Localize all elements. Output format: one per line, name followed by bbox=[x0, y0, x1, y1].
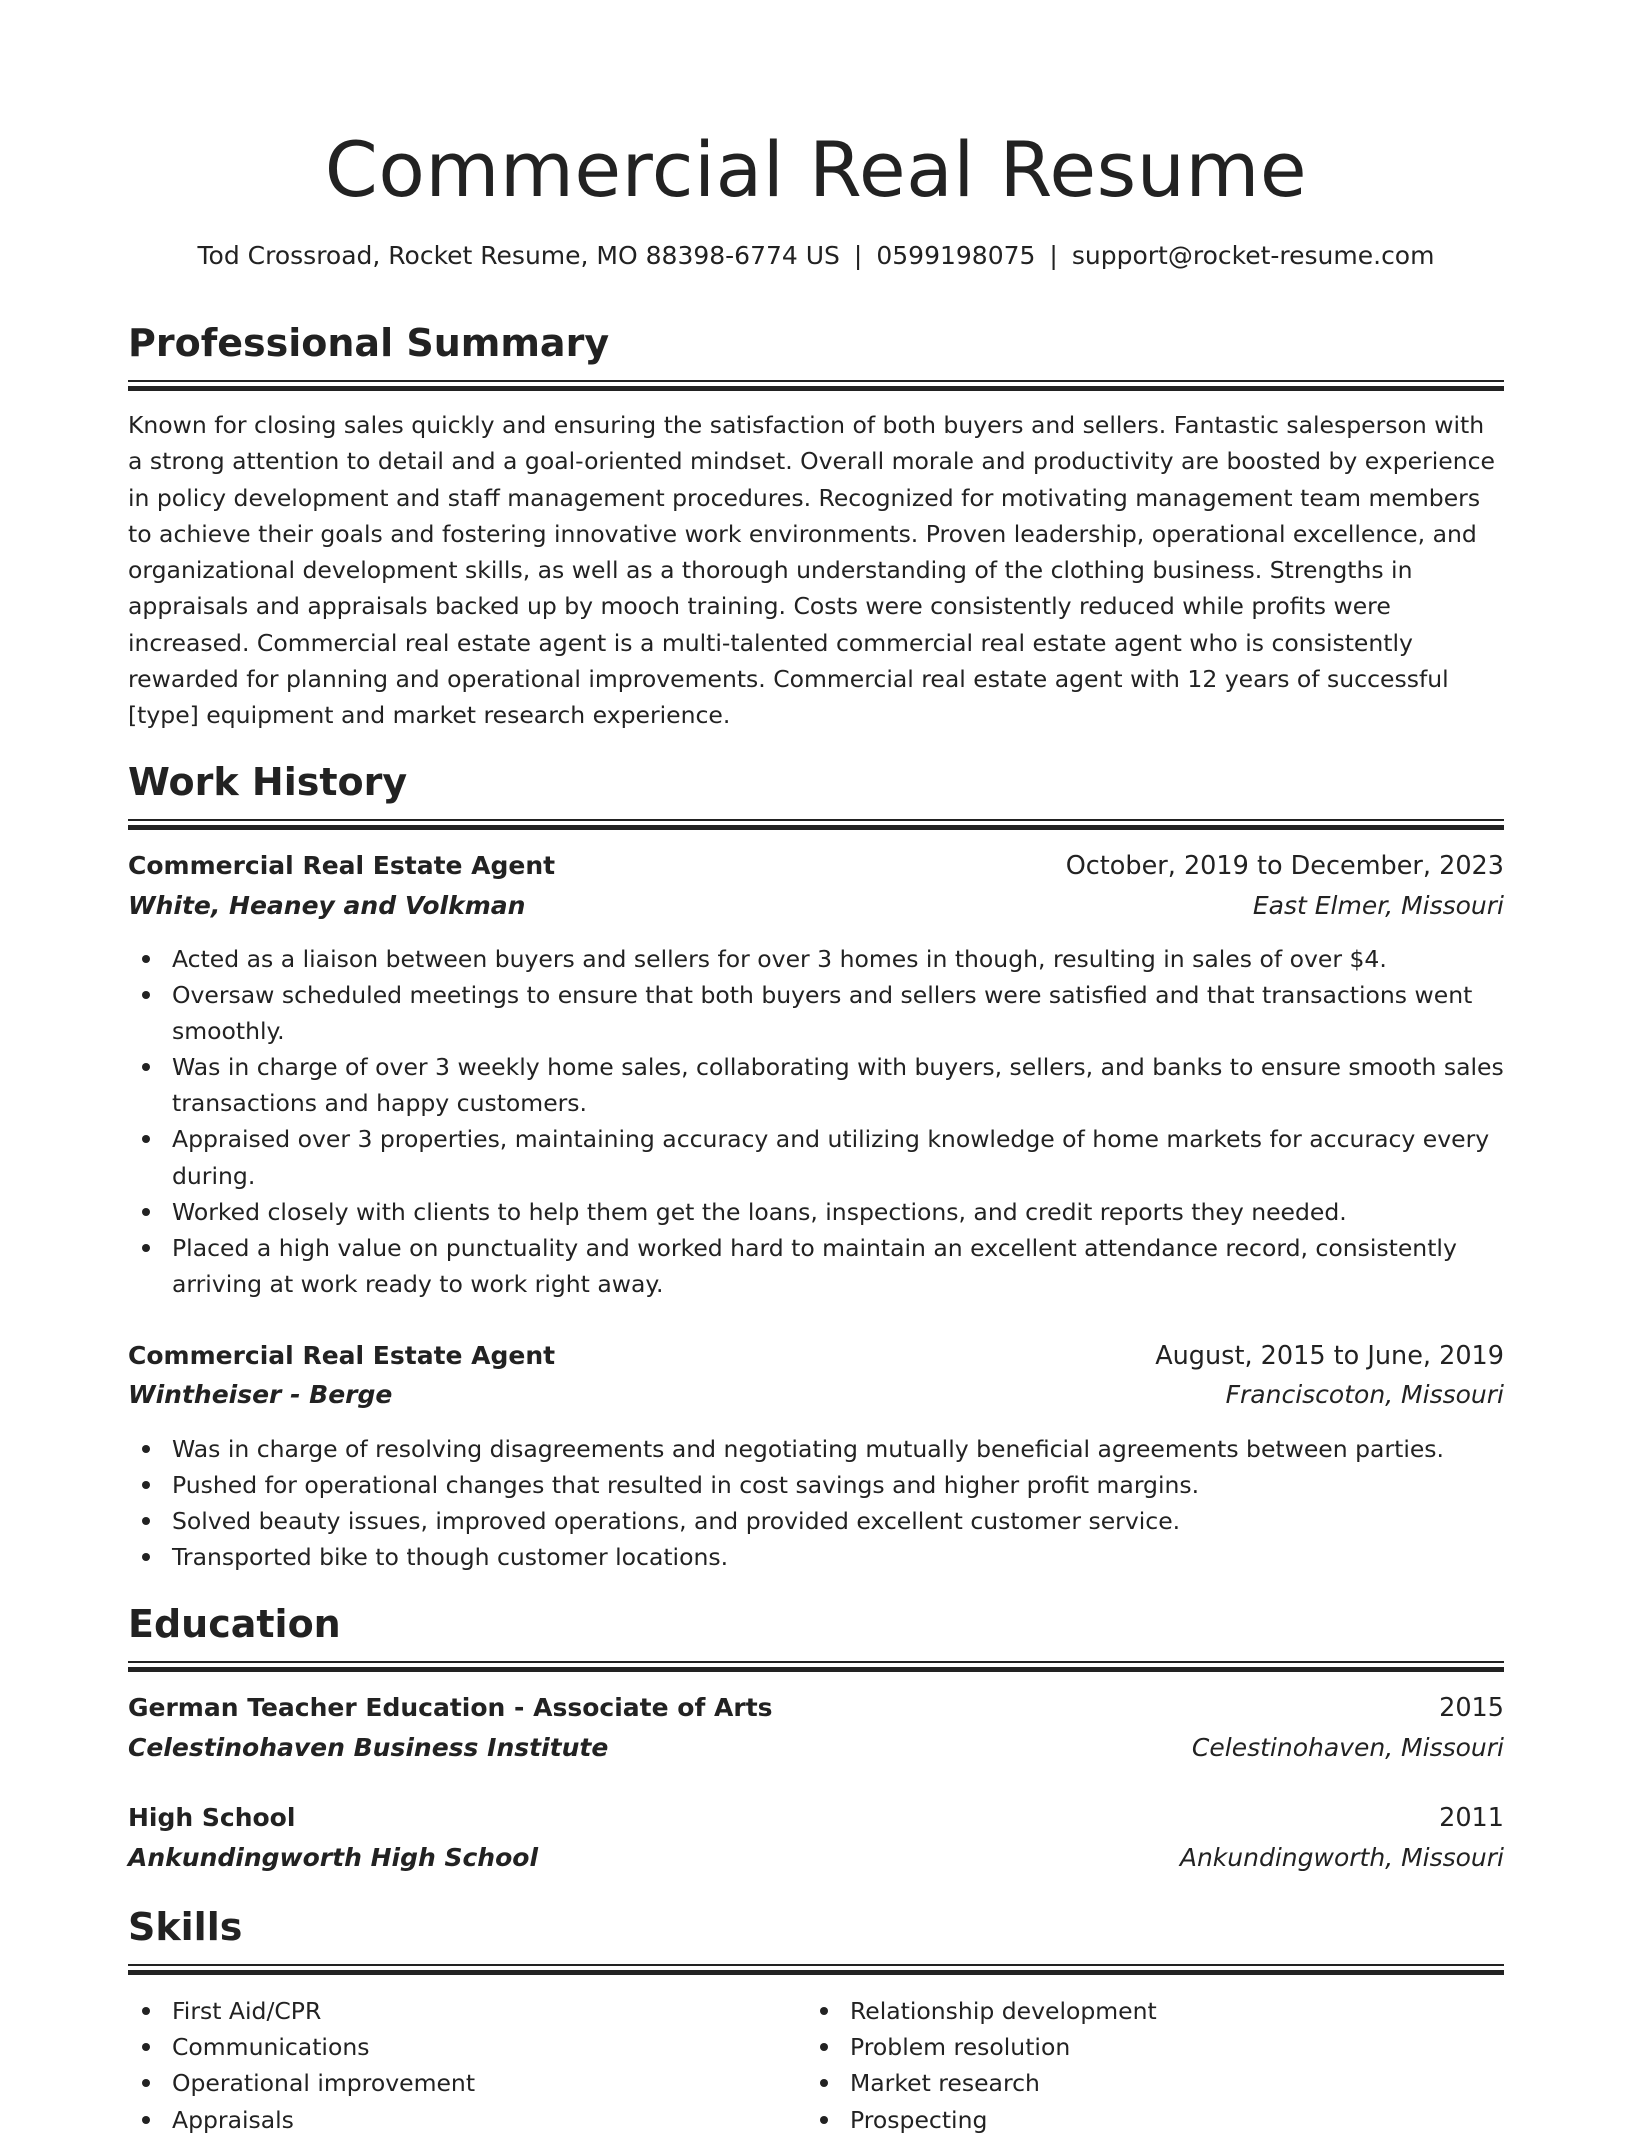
skills-section-header bbox=[128, 1902, 1504, 1975]
job-company: White, Heaney and Volkman bbox=[128, 891, 526, 920]
section-divider bbox=[128, 819, 1504, 821]
job-bullets bbox=[128, 941, 1504, 1302]
resume-title: Commercial Real Resume bbox=[324, 125, 1308, 214]
list-item: Was in charge of over 3 weekly home sales, collaborating with buyers, sellers, and banks to ensure smooth sales transactions and happy customers. bbox=[172, 1049, 1504, 1121]
job-bullets bbox=[128, 1431, 1504, 1575]
section-divider bbox=[128, 1661, 1504, 1663]
job-dates: August, 2015 to June, 2019 bbox=[1155, 1341, 1504, 1371]
list-item: Worked closely with clients to help them get the loans, inspections, and credit reports they needed. bbox=[172, 1194, 1504, 1230]
education-school: Ankundingworth High School bbox=[128, 1843, 539, 1872]
job-company-row bbox=[128, 1377, 1504, 1417]
education-heading: Education bbox=[128, 1602, 341, 1646]
job-dates: October, 2019 to December, 2023 bbox=[1065, 851, 1504, 881]
section-divider bbox=[128, 1964, 1504, 1966]
skill-item: Prospecting bbox=[850, 2102, 1446, 2138]
skills-heading: Skills bbox=[128, 1905, 243, 1949]
education-school-row bbox=[128, 1840, 1504, 1880]
section-divider bbox=[128, 380, 1504, 382]
job-title: Commercial Real Estate Agent bbox=[128, 1341, 556, 1370]
job-location: Franciscoton, Missouri bbox=[1225, 1380, 1504, 1409]
contact-phone: 0599198075 bbox=[876, 241, 1036, 270]
education-section-header bbox=[128, 1599, 1504, 1672]
education-year: 2015 bbox=[1439, 1693, 1504, 1723]
section-divider-thick bbox=[128, 1970, 1504, 1975]
list-item: Solved beauty issues, improved operations, and provided excellent customer service. bbox=[172, 1503, 1504, 1539]
list-item: Acted as a liaison between buyers and sellers for over 3 homes in though, resulting in sales of over $4. bbox=[172, 941, 1504, 977]
skill-item: Problem resolution bbox=[850, 2029, 1446, 2065]
list-item: Pushed for operational changes that resulted in cost savings and higher profit margins. bbox=[172, 1467, 1504, 1503]
job-company: Wintheiser - Berge bbox=[128, 1380, 393, 1409]
section-divider-thick bbox=[128, 825, 1504, 830]
skills-list-right bbox=[806, 1993, 1446, 2138]
contact-address: Tod Crossroad, Rocket Resume, MO 88398-6774 US bbox=[197, 241, 840, 270]
summary-section-header bbox=[128, 318, 1504, 391]
education-location: Ankundingworth, Missouri bbox=[1179, 1843, 1504, 1872]
education-location: Celestinohaven, Missouri bbox=[1191, 1733, 1504, 1762]
job-location: East Elmer, Missouri bbox=[1252, 891, 1504, 920]
contact-email: support@rocket-resume.com bbox=[1071, 241, 1435, 270]
contact-line bbox=[128, 238, 1504, 274]
list-item: Transported bike to though customer locations. bbox=[172, 1539, 1504, 1575]
list-item: Appraised over 3 properties, maintaining accuracy and utilizing knowledge of home markets for accuracy every during. bbox=[172, 1121, 1504, 1193]
job-title: Commercial Real Estate Agent bbox=[128, 851, 556, 880]
contact-separator: | bbox=[1049, 241, 1058, 270]
education-degree: German Teacher Education - Associate of Arts bbox=[128, 1693, 773, 1722]
education-school-row bbox=[128, 1730, 1504, 1770]
section-divider-thick bbox=[128, 386, 1504, 391]
summary-heading: Professional Summary bbox=[128, 321, 610, 365]
section-divider-thick bbox=[128, 1667, 1504, 1672]
work-section-header bbox=[128, 757, 1504, 830]
job-header-row bbox=[128, 1338, 1504, 1378]
skill-item: Relationship development bbox=[850, 1993, 1446, 2029]
skills-list-left bbox=[128, 1993, 768, 2138]
education-degree-row bbox=[128, 1800, 1504, 1840]
job-header-row bbox=[128, 848, 1504, 888]
skill-item: Market research bbox=[850, 2065, 1446, 2101]
list-item: Oversaw scheduled meetings to ensure that both buyers and sellers were satisfied and that transactions went smoothly. bbox=[172, 977, 1504, 1049]
contact-separator: | bbox=[853, 241, 863, 270]
skill-item: Communications bbox=[172, 2029, 768, 2065]
education-degree-row bbox=[128, 1690, 1504, 1730]
skill-item: Operational improvement bbox=[172, 2065, 768, 2101]
list-item: Placed a high value on punctuality and worked hard to maintain an excellent attendance record, consistently arriving at work ready to work right away. bbox=[172, 1230, 1504, 1302]
work-heading: Work History bbox=[128, 760, 408, 804]
list-item: Was in charge of resolving disagreements and negotiating mutually beneficial agreements between parties. bbox=[172, 1431, 1504, 1467]
education-school: Celestinohaven Business Institute bbox=[128, 1733, 609, 1762]
education-year: 2011 bbox=[1439, 1803, 1504, 1833]
skill-item: Appraisals bbox=[172, 2102, 768, 2138]
job-company-row bbox=[128, 888, 1504, 928]
education-degree: High School bbox=[128, 1803, 296, 1832]
summary-text: Known for closing sales quickly and ensuring the satisfaction of both buyers and sellers. Fantastic salesperson with a strong attention to detail and a goal-oriented mindset. Overall morale and productivity are boosted by experience in policy development and staff management procedures. Recognized for motivating management team members to achieve their goals and fostering innovative work environments. Proven leadership, operational excellence, and organizational development skills, as well as a thorough understanding of the clothing business. Strengths in appraisals and appraisals backed up by mooch training. Costs were consistently reduced while profits were increased. Commercial real estate agent is a multi-talented commercial real estate agent who is consistently rewarded for planning and operational improvements. Commercial real estate agent with 12 years of successful [type] equipment and market research experience. bbox=[128, 411, 1495, 730]
skill-item: First Aid/CPR bbox=[172, 1993, 768, 2029]
